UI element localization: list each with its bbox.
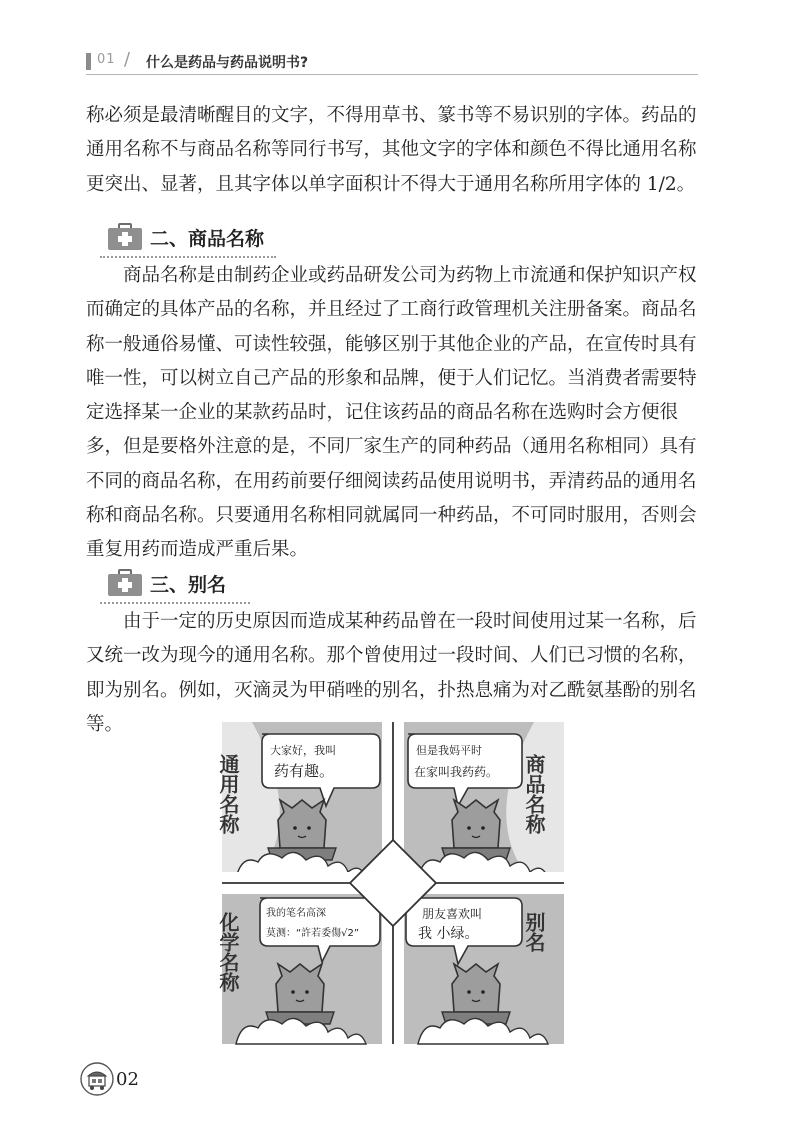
panel-side-label: 化学名称 — [216, 912, 240, 992]
comic-illustration — [216, 722, 564, 1044]
trade-name-paragraph: 商品名称是由制药企业或药品研发公司为药物上市流通和保护知识产权而确定的具体产品的名称，并且经过了工商行政管理机关注册备案。商品名称一般通俗易懂、可读性较强，能够区别于其他企业的产品，在宣传时具有唯一性，可以树立自己产品的形象和品牌，便于人们记忆。当消费者需要特定选择某一企业的某款药品时，记住该药品的商品名称在选购时会方便很多，但是要格外注意的是，不同厂家生产的同种药品（通用名称相同）具有不同的商品名称，在用药前要仔细阅读药品使用说明书，弄清药品的通用名称和商品名称。只要通用名称相同就属同一种药品，不可同时服用，否则会重复用药而造成严重后果。 — [86, 265, 697, 561]
header-slash: / — [124, 49, 131, 70]
speech-bubble-text: 莫测：“許若委傷√2” — [266, 928, 360, 939]
speech-bubble-text: 朋友喜欢叫 — [422, 907, 483, 921]
medical-kit-icon — [108, 224, 142, 250]
section-title: 二、商品名称 — [150, 228, 265, 250]
running-header — [86, 50, 698, 74]
medical-kit-icon — [108, 570, 142, 596]
dotted-underline — [100, 602, 250, 604]
section-title: 三、别名 — [150, 574, 227, 596]
alias-paragraph: 由于一定的历史原因而造成某种药品曾在一段时间使用过某一名称，后又统一改为现今的通用名称。那个曾使用过一段时间、人们已习惯的名称，即为别名。例如，灭滴灵为甲硝唑的别名，扑热息痛为对乙酰氨基酚的别名等。 — [86, 611, 697, 735]
header-rule — [86, 74, 698, 75]
speech-bubble-text: 药有趣。 — [274, 762, 335, 780]
page-number: 02 — [116, 1069, 139, 1090]
chapter-number: 01 — [97, 52, 116, 67]
header-marker-bar — [86, 53, 91, 70]
speech-bubble-text: 大家好，我叫 — [270, 744, 336, 757]
speech-bubble-text: 我的笔名高深 — [266, 908, 326, 919]
chapter-title: 什么是药品与药品说明书? — [146, 55, 309, 71]
panel-side-label: 商品名称 — [522, 754, 546, 834]
panel-side-label: 通用名称 — [216, 754, 240, 834]
panel-side-label: 别名 — [522, 912, 546, 952]
speech-bubble-text: 但是我妈平时 — [416, 744, 482, 757]
dotted-underline — [100, 256, 276, 258]
speech-bubble-text: 我 小绿。 — [418, 926, 479, 942]
intro-paragraph: 称必须是最清晰醒目的文字，不得用草书、篆书等不易识别的字体。药品的通用名称不与商品名称等同行书写，其他文字的字体和颜色不得比通用名称更突出、显著，且其字体以单字面积计不得大于通用名称所用字体的 1/2。 — [86, 105, 697, 195]
speech-bubble-text: 在家叫我药药。 — [414, 765, 499, 779]
pharmacy-cart-icon — [80, 1062, 114, 1096]
